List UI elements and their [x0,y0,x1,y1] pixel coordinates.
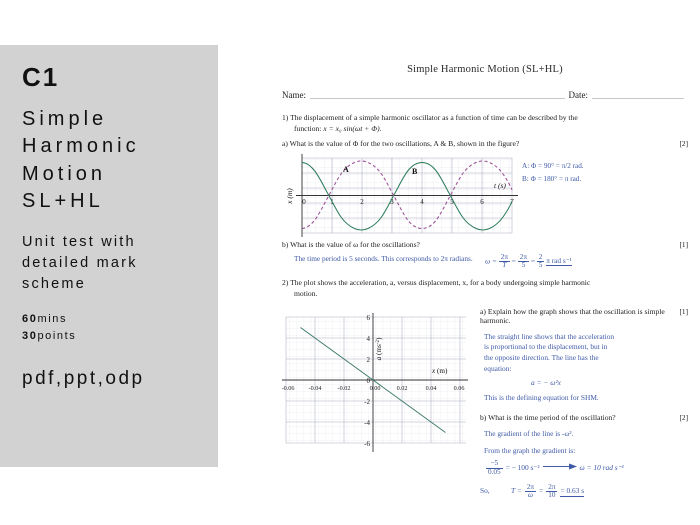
q2b-gradient-value: = − 100 s⁻² [505,462,540,472]
q1-function-equation: x = x₀ sin(ωt + Φ). [323,123,382,133]
promo-subtitle-line-3: scheme [22,276,86,292]
svg-text:0.06: 0.06 [453,384,465,392]
q2b-T-result: = 0.63 s [560,486,584,498]
q2b-T-fraction-1 [525,484,536,499]
promo-panel [0,45,218,467]
curve-B-label: B [412,166,418,176]
q2b-answer-gradient-statement: The gradient of the line is -ω². [484,428,574,438]
svg-text:6: 6 [480,197,484,206]
fig1-xaxis-label: t (s) [494,180,506,190]
points-line [22,328,218,345]
q2b-so-label: So, [480,486,490,496]
points-value: 30 [22,329,38,342]
svg-text:0: 0 [302,197,306,206]
promo-subtitle-line-2: detailed mark [22,254,138,271]
question-2-stem [282,278,688,300]
q1b-frac-1 [499,254,510,269]
date-label: Date: [568,90,588,100]
fig2-yaxis-label: a $(ms^{-2})$ [375,337,383,360]
q1b-frac-3-num: 2 [538,252,543,261]
q2b-T-lead: T = [511,486,522,496]
q2b-gradient-equation [480,460,688,475]
q2-stem-line2: motion. [294,288,318,298]
q2a-text: Explain how the graph shows that the oscillation is simple harmonic. [480,306,665,325]
q2b-T-frac2-den: 10 [546,491,557,499]
q1a-marks: [2] [679,138,688,148]
duration-unit: mins [37,313,68,326]
q2a-answer-equation: a = − ω²x [531,378,561,388]
svg-text:2: 2 [366,355,370,364]
question-1b [282,240,688,249]
points-unit: points [37,329,77,342]
q2b-gradient-den: 0.05 [488,467,501,476]
fig1-yaxis-label: x (m) [285,187,294,204]
promo-title-line-2: Harmonic [22,135,140,158]
q2a-marks: [1] [679,306,688,316]
question-1a [282,139,688,148]
q1b-answer-row [294,254,688,269]
q2b-text: What is the time period of the oscillation? [488,412,616,422]
q1b-frac-2-den: 5 [518,261,529,269]
q1b-frac-3-den: 5 [538,260,543,269]
figure-2-accel-graph [282,307,472,500]
q1b-answer-equation [485,254,572,269]
q2b-marks: [2] [679,412,688,422]
q2-stem-text: The plot shows the acceleration, a, versus displacement, x, for a body undergoing simple harmonic [290,277,591,287]
svg-text:4: 4 [420,197,424,206]
q1b-frac-3 [537,254,545,269]
duration-line [22,311,218,328]
question-2-body [282,307,688,500]
promo-formats: pdf,ppt,odp [22,368,145,390]
sine-graph-svg [282,152,522,238]
duration-value: 60 [22,313,38,326]
fig2-xaxis-label: x (m) [432,366,448,375]
q1a-text: What is the value of Φ for the two oscillations, A & B, shown in the figure? [289,138,520,148]
q2b-T-frac1-den: ω [525,491,536,499]
arrow-right-icon [543,463,577,474]
question-2-right-column [472,307,688,500]
svg-text:-4: -4 [364,418,370,427]
svg-text:5: 5 [450,197,454,206]
svg-text:1: 1 [330,197,334,206]
q2b-omega-result: ω = 10 rad s⁻¹ [579,462,624,472]
q1b-frac-1-den: T [499,261,510,269]
promo-title [22,106,218,216]
q1a-label: a) [282,138,288,148]
q2b-label: b) [480,412,487,422]
q1b-eq-lead: ω = [485,255,497,265]
q2b-T-frac2-num: 2π [548,482,556,491]
q2b-T-frac1-num: 2π [526,482,535,491]
question-2b [480,413,688,422]
q2b-period-row [480,484,688,499]
date-field-rule[interactable] [592,89,684,99]
svg-text:7: 7 [510,197,514,206]
svg-text:0.04: 0.04 [425,384,437,392]
name-label: Name: [282,90,306,100]
q2b-gradient-num: −5 [490,459,499,468]
svg-text:0.02: 0.02 [396,384,408,392]
q1-stem-text: The displacement of a simple harmonic oscillator as a function of time can be described by the [290,113,578,122]
q1b-answer-text: The time period is 5 seconds. This corresponds to 2π radians. [294,253,473,263]
q1b-eq-equals-2: = [530,255,535,265]
q2b-T-fraction-2 [546,484,557,499]
promo-title-line-1: Simple [22,107,108,130]
question-2a [480,307,688,325]
q2b-gradient-fraction [486,460,503,475]
figure-1-sine-graph [276,152,694,238]
q1b-eq-tail: π rad s⁻¹ [546,255,572,265]
svg-text:-6: -6 [364,439,370,448]
q2-number: 2) [282,277,289,287]
q1-function-prefix: function: [294,123,324,133]
q2b-answer-from-graph: From the graph the gradient is: [484,445,576,455]
q2a-answer-conclusion: This is the defining equation for SHM. [484,393,599,403]
q1a-answer-A: A: Φ = 90° = π/2 rad. [522,161,584,170]
promo-subtitle [22,232,218,295]
q1b-frac-2 [518,254,529,269]
svg-text:-0.04: -0.04 [308,384,322,392]
q1b-marks: [1] [679,239,688,249]
q2b-T-equals: = [539,486,544,496]
q1-stem-line2 [282,124,688,135]
promo-meta [22,311,218,344]
q1b-eq-equals-1: = [511,255,516,265]
svg-text:2: 2 [360,197,364,206]
promo-title-line-3: Motion [22,162,107,185]
course-code: C1 [22,62,60,92]
svg-text:6: 6 [366,313,370,322]
svg-text:0.00: 0.00 [369,384,381,392]
curve-A-label: A [343,164,349,174]
q1-number: 1) [282,113,289,122]
svg-text:-0.02: -0.02 [337,384,351,392]
accel-graph-svg [282,307,470,457]
question-1-stem [282,113,688,135]
q1b-frac-1-num: 2π [500,252,508,261]
name-field-rule[interactable] [310,89,565,99]
svg-text:-2: -2 [364,397,370,406]
q1b-label: b) [282,239,289,249]
name-date-row [282,89,688,100]
svg-text:-0.06: -0.06 [282,384,295,392]
svg-text:0: 0 [366,376,370,385]
svg-text:4: 4 [366,334,370,343]
worksheet-page [276,52,694,504]
q1a-answer-block [522,160,692,187]
q2a-label: a) [480,306,486,316]
svg-text:3: 3 [390,197,394,206]
promo-title-line-4: SL+HL [22,190,104,213]
q1b-text: What is the value of ω for the oscillations? [290,239,420,249]
q2a-answer-text: The straight line shows that the acceleration is proportional to the displacement, but in the opposite direction. The line has the equation: [484,331,615,373]
promo-subtitle-line-1: Unit test with [22,233,136,250]
q1b-frac-2-num: 2π [519,252,527,261]
q1a-answer-B: B: Φ = 180° = π rad. [522,174,582,183]
worksheet-title: Simple Harmonic Motion (SL+HL) [407,64,563,75]
